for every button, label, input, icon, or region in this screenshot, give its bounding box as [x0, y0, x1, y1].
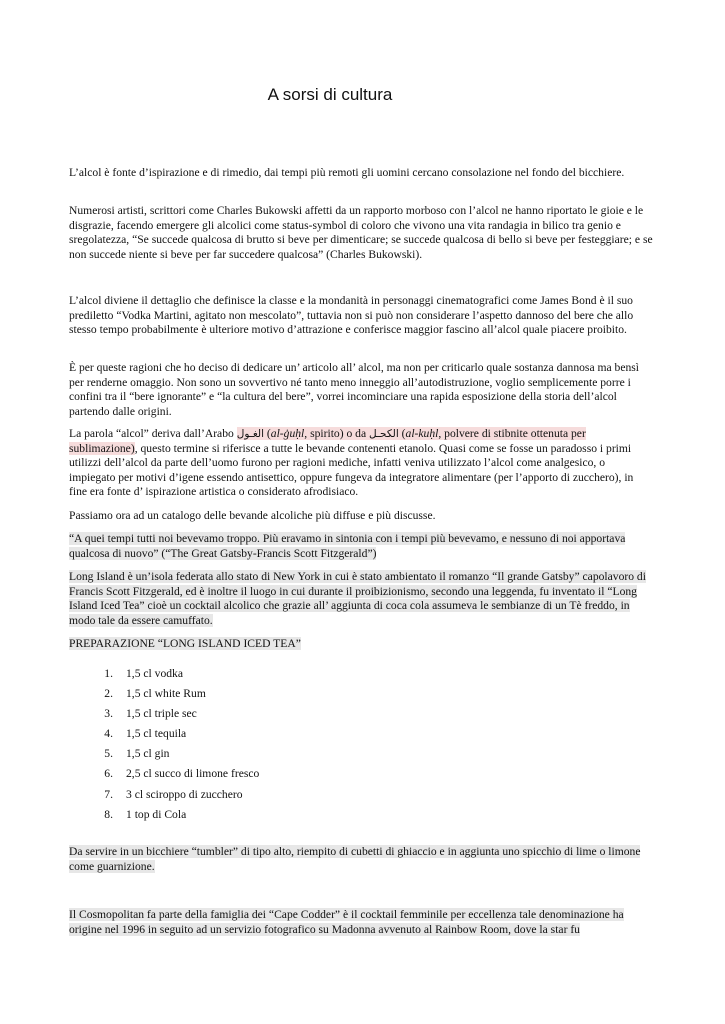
paragraph-serving: Da servire in un bicchiere “tumbler” di tipo alto, riempito di cubetti di ghiaccio e in aggiunta uno spicchio di lime o limone come guarnizione. — [69, 845, 641, 873]
paragraph-long-island: Long Island è un’isola federata allo stato di New York in cui è stato ambientato il romanzo “Il grande Gatsby” capolavoro di Francis Scott Fitzgerald, ed è inoltre il luogo in cui durante il proibizionismo, secondo una leggenda, fu inventato il “Long Island Iced Tea” cioè un cocktail alcolico che grazie all’ aggiunta di coca cola assumeva le sembianze di un Tè freddo, in modo tale da essere camuffato. — [69, 570, 646, 627]
paragraph-cosmopolitan: Il Cosmopolitan fa parte della famiglia dei “Cape Codder” è il cocktail femminile per eccellenza tale denominazione ha origine nel 1996 in seguito ad un servizio fotografico su Madonna avvenuto al Rainbow Room, dove la star fu — [69, 908, 624, 936]
quote-gatsby: “A quei tempi tutti noi bevevamo troppo. Più eravamo in sintonia con i tempi più bevevamo, e nessuno di noi apportava qualcosa di nuovo” (“The Great Gatsby-Francis Scott Fitzgerald”) — [69, 532, 626, 560]
paragraph-etymology: La parola “alcol” deriva dall’Arabo الغـول (al-ġuḥl, spirito) o da الكحـل (al-kuḥl, polvere di stibnite ottenuta per sublimazione), questo termine si riferisce a tutte le bevande contenenti etanolo. Quasi come se fosse un paradosso i primi utilizzi dell’alcol da parte dell’uomo furono per ragioni mediche, infatti veniva utilizzato l’alcol come analgesico, o impiegato per motivi d’igene essendo antisettico, oppure fungeva da integratore alimentare (per l’apporto di zucchero), in fine era fonte d’ ispirazione artistica o considerato afrodisiaco. — [69, 427, 634, 499]
list-item: 6. 2,5 cl succo di limone fresco — [104, 767, 260, 781]
transliteration-ghul: al-ġuḥl — [270, 427, 305, 440]
list-item: 4. 1,5 cl tequila — [104, 727, 187, 741]
recipe-heading: PREPARAZIONE “LONG ISLAND ICED TEA” — [69, 637, 301, 650]
list-item: 3. 1,5 cl triple sec — [104, 707, 197, 721]
arabic-word-ghul: الغـول — [236, 428, 265, 440]
list-item: 8. 1 top di Cola — [104, 807, 187, 821]
paragraph-intro: L’alcol è fonte d’ispirazione e di rimedio, dai tempi più remoti gli uomini cercano consolazione nel fondo del bicchiere. — [69, 166, 625, 179]
arabic-word-kuhl: الكحـل — [369, 428, 399, 440]
page-title: A sorsi di cultura — [267, 85, 393, 104]
paragraph-james-bond: L’alcol diviene il dettaglio che definisce la classe e la mondanità in personaggi cinematografici come James Bond è il suo prediletto “Vodka Martini, agitato non mescolato”, tuttavia non si può non considerare l’aspetto dannoso del bere che allo stesso tempo probabilmente è ulteriore motivo d’attrazione e conferisce maggior fascino all’alcol quale piacere proibito. — [69, 294, 634, 337]
list-item: 7. 3 cl sciroppo di zucchero — [104, 787, 243, 801]
paragraph-bukowski: Numerosi artisti, scrittori come Charles Bukowski affetti da un rapporto morboso con l’alcol ne hanno riportato le gioie e le disgrazie, facendo emergere gli alcolici come status-symbol di coloro che vivono una vita randagia in bilico tra genio e sregolatezza, “Se succede qualcosa di brutto si beve per dimenticare; se succede qualcosa di bello si beve per festeggiare; e se non succede niente si beve per far succedere qualcosa” (Charles Bukowski). — [69, 204, 653, 261]
transliteration-kuhl: al-kuḥl — [405, 427, 439, 440]
list-item: 2. 1,5 cl white Rum — [104, 687, 206, 701]
list-item: 5. 1,5 cl gin — [104, 747, 170, 761]
recipe-ingredient-list — [69, 666, 469, 827]
paragraph-catalog-intro: Passiamo ora ad un catalogo delle bevande alcoliche più diffuse e più discusse. — [69, 509, 436, 522]
paragraph-purpose: È per queste ragioni che ho deciso di dedicare un’ articolo all’ alcol, ma non per criticarlo quale sostanza dannosa ma bensì per renderne omaggio. Non sono un sovvertivo né tanto meno inneggio all’autodistruzione, voglio semplicemente porre i confini tra il “bere ignorante” e “la cultura del bere”, vorrei incominciare una rapida esposizione della storia dell’alcol partendo dalle origini. — [69, 361, 640, 418]
list-item: 1. 1,5 cl vodka — [104, 667, 183, 680]
